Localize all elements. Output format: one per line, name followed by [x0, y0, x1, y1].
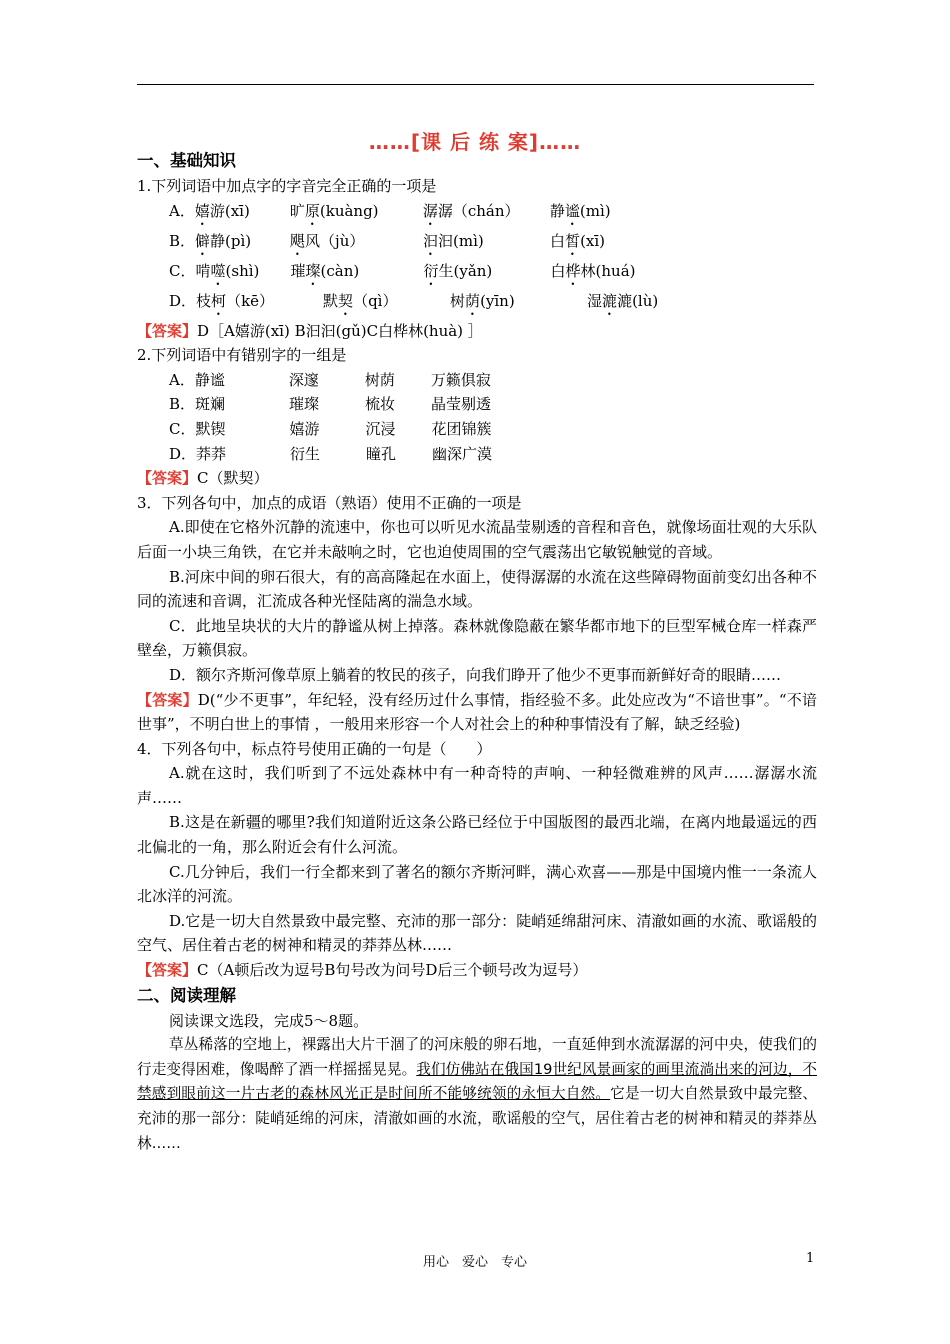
q1-option-b: B．僻静(pì) 飓风（jù） 汩汩(mì) 白皙(xī) [169, 231, 606, 250]
header-rule [137, 84, 814, 85]
q3-option-c: C．此地呈块状的大片的静谧从树上掉落。森林就像隐蔽在繁华都市地下的巨型军械仓库一样森严壁垒，万籁俱寂。 [137, 616, 817, 660]
question-2-stem: 2.下列词语中有错别字的一组是 [137, 346, 347, 365]
q4-answer: 【答案】C（A顿后改为逗号B句号改为问号D后三个顿号改为逗号） [137, 961, 588, 980]
q1-option-a: A．嬉游(xī) 旷原(kuàng) 潺潺（chán） 静谧(mì) [169, 201, 611, 220]
q3-option-b: B.河床中间的卵石很大，有的高高隆起在水面上，使得潺潺的水流在这些障碍物面前变幻出各种不同的流速和音调，汇流成各种光怪陆离的湍急水域。 [137, 567, 817, 611]
page-title: ……[课 后 练 案]…… [368, 130, 582, 154]
q1-option-c: C．啃噬(shì) 璀璨(càn) 衍生(yǎn) 白桦林(huá) [169, 261, 636, 280]
q4-option-a: A.就在这时，我们听到了不远处森林中有一种奇特的声响、一种轻微难辨的风声……潺潺水流声…… [137, 764, 817, 807]
page-number: 1 [806, 1251, 815, 1266]
document-body [137, 148, 817, 1156]
q1-option-d: D．枝柯（kē） 默契（qì） 树荫(yīn) 湿漉漉(lù) [169, 291, 659, 310]
question-3-stem: 3．下列各句中，加点的成语（熟语）使用不正确的一项是 [137, 493, 522, 512]
q4-option-d: D.它是一切大自然景致中最完整、充沛的那一部分：陡峭延绵甜河床、清澈如画的水流、歌谣般的空气、居住着古老的树神和精灵的莽莽丛林…… [137, 911, 817, 955]
q3-answer: 【答案】D(“少不更事”，年纪轻，没有经历过什么事情，指经验不多。此处应改为“不谙世事”。“不谙世事”，不明白世上的事情 ，一般用来形容一个人对社会上的种种事情没有了解，缺乏经验) [137, 690, 817, 734]
q1-answer: 【答案】D［A嬉游(xī) B汩汩(gǔ)C白桦林(huà) ］ [137, 321, 483, 340]
q2-option-d: D．莽莽 衍生 瞳孔 幽深广漠 [169, 444, 493, 463]
reading-passage: 草丛稀落的空地上，裸露出大片干涸了的河床般的卵石地，一直延伸到水流潺潺的河中央，使我们的行走变得困难，像喝醉了酒一样摇摇晃晃。我们仿佛站在俄国19世纪风景画家的画里流淌出来的河边，不禁感到眼前这一片古老的森林风光正是时间所不能够统领的永恒大自然。它是一切大自然景致中最完整、充沛的那一部分：陡峭延绵的河床，清澈如画的水流，歌谣般的空气，居住着古老的树神和精灵的莽莽丛林…… [137, 1036, 817, 1152]
q3-option-d: D．额尔齐斯河像草原上躺着的牧民的孩子，向我们睁开了他少不更事而新鲜好奇的眼睛…… [169, 665, 782, 684]
question-1-stem: 1.下列词语中加点字的字音完全正确的一项是 [137, 177, 437, 195]
q4-option-c: C.几分钟后，我们一行全都来到了著名的额尔齐斯河畔，满心欢喜——那是中国境内惟一一条流人北冰洋的河流。 [137, 862, 817, 906]
q2-answer: 【答案】C（默契） [137, 469, 269, 488]
q2-option-b: B．斑斓 璀璨 梳妆 晶莹剔透 [169, 395, 492, 414]
q3-option-a: A.即使在它格外沉静的流速中，你也可以听见水流晶莹剔透的音程和音色，就像场面壮观的大乐队后面一小块三角铁，在它并未敲响之时，它也迫使周围的空气震荡出它敏锐触觉的音域。 [137, 518, 817, 561]
q2-option-c: C．默锲 嬉游 沉浸 花团锦簇 [169, 419, 492, 438]
page-footer: 用心 爱心 专心 [422, 1255, 527, 1270]
reading-intro: 阅读课文选段，完成5～8题。 [169, 1011, 369, 1030]
q4-option-b: B.这是在新疆的哪里?我们知道附近这条公路已经位于中国版图的最西北端，在离内地最遥远的西北偏北的一角，那么附近会有什么河流。 [137, 813, 817, 857]
section-heading-basic: 一、基础知识 [137, 151, 236, 170]
question-4-stem: 4．下列各句中，标点符号使用正确的一句是（ ） [137, 739, 492, 758]
q2-option-a: A．静谧 深邃 树荫 万籁俱寂 [169, 370, 491, 389]
section-heading-reading: 二、阅读理解 [137, 985, 236, 1005]
